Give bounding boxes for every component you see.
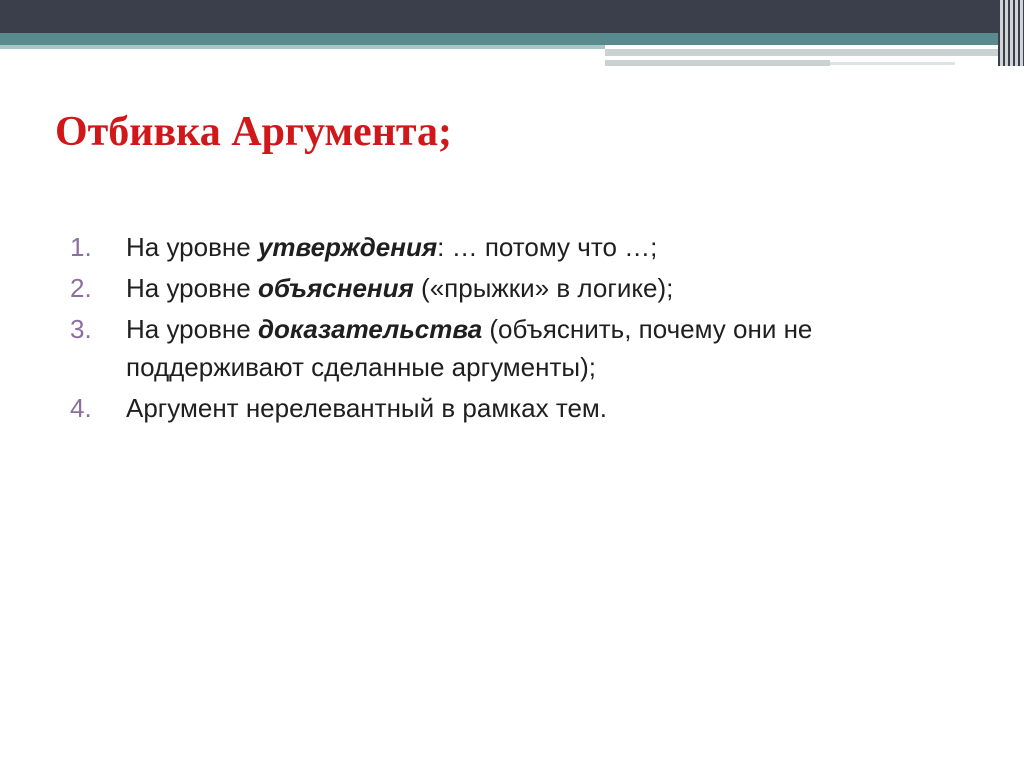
header-band-gray xyxy=(605,60,830,66)
list-item-emphasis: утверждения xyxy=(257,232,438,262)
header-band-gray xyxy=(830,62,955,65)
list-item-text: (объяснить, почему они не поддерживают сделанные аргументы); xyxy=(126,314,813,382)
list-item-text: Аргумент нерелевантный в рамках тем. xyxy=(126,393,607,423)
list-item-text: На уровне xyxy=(126,232,258,262)
argument-rebuttal-list xyxy=(70,228,970,430)
list-item xyxy=(70,228,970,266)
header-stripes-decoration xyxy=(998,0,1024,66)
list-item-text: На уровне xyxy=(126,273,258,303)
list-item-number: 1. xyxy=(70,232,92,262)
list-item-text: На уровне xyxy=(126,314,258,344)
header-band-gray xyxy=(605,49,1000,56)
list-item xyxy=(70,389,970,427)
list-item-emphasis: доказательства xyxy=(257,314,483,344)
list-item-number: 3. xyxy=(70,314,92,344)
list-item-text: («прыжки» в логике); xyxy=(413,273,674,303)
list-item xyxy=(70,269,970,307)
list-item-number: 4. xyxy=(70,393,92,423)
header-band-dark xyxy=(0,0,1024,33)
header-band-teal-light xyxy=(0,45,605,49)
slide-title: Отбивка Аргумента; xyxy=(55,109,453,155)
header-band-teal xyxy=(0,33,1000,45)
list-item xyxy=(70,310,970,386)
list-item-emphasis: объяснения xyxy=(257,273,414,303)
list-item-number: 2. xyxy=(70,273,92,303)
list-item-text: : … потому что …; xyxy=(437,232,658,262)
